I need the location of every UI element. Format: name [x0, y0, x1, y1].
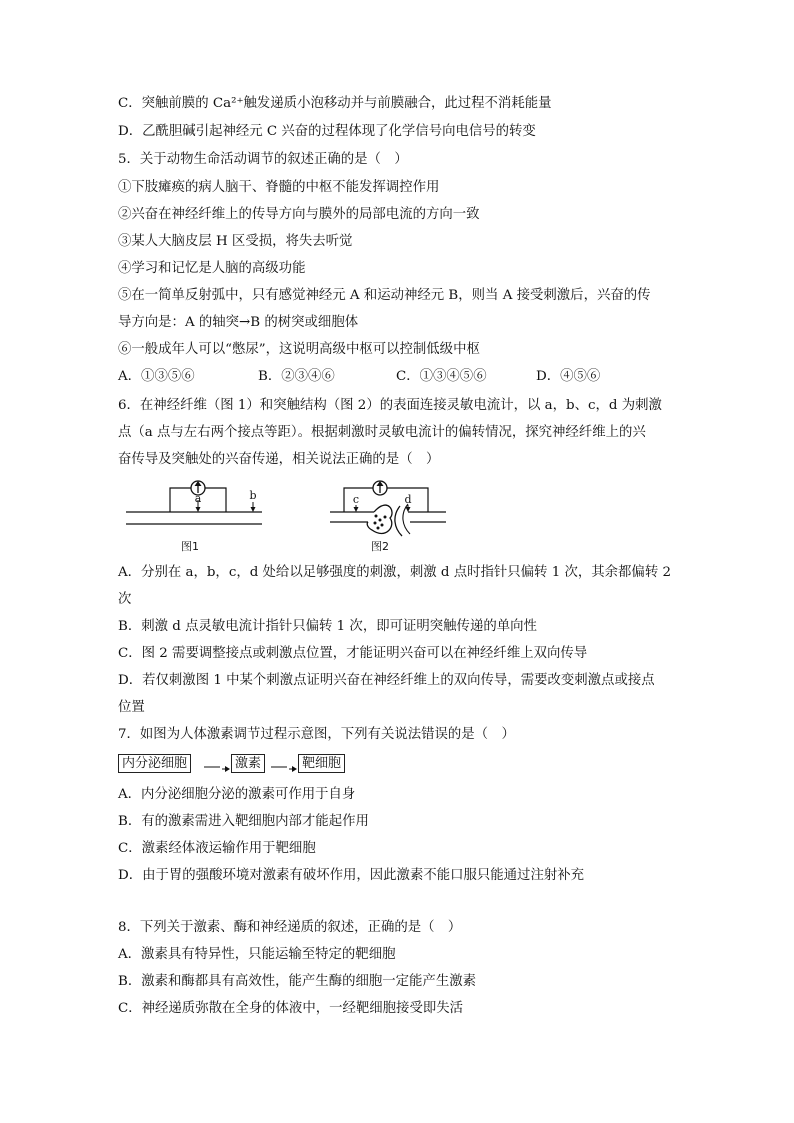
- q5-statement-4: ④学习和记忆是人脑的高级功能: [118, 261, 306, 276]
- q5-stem: 5．关于动物生命活动调节的叙述正确的是（ ）: [118, 152, 408, 167]
- q6-option-a-2: 次: [118, 592, 132, 607]
- fig1-point-a: a: [194, 492, 202, 505]
- q5-statement-1: ①下肢瘫痪的病人脑干、脊髓的中枢不能发挥调控作用: [118, 180, 440, 195]
- fig2-point-d: d: [404, 493, 412, 506]
- hormone-flow-diagram: [118, 754, 358, 776]
- q5-option-c: C．①③④⑤⑥: [396, 369, 487, 384]
- q7-option-a: A．内分泌细胞分泌的激素可作用于自身: [118, 787, 356, 802]
- q5-statement-3: ③某人大脑皮层 H 区受损，将失去听觉: [118, 234, 353, 249]
- flow-box-endocrine-cell: 内分泌细胞: [118, 754, 191, 773]
- q6-option-d-1: D．若仅刺激图 1 中某个刺激点证明兴奋在神经纤维上的双向传导，需要改变刺激点或接点: [118, 673, 655, 688]
- q6-option-a-1: A．分别在 a，b，c，d 处给以足够强度的刺激，刺激 d 点时指针只偏转 1 次，其余都偏转 2: [118, 565, 671, 580]
- arrow-right-icon: [202, 754, 232, 774]
- q7-stem: 7．如图为人体激素调节过程示意图，下列有关说法错误的是（ ）: [118, 727, 515, 742]
- fig1-caption: 图1: [181, 540, 199, 553]
- fig2-point-c: c: [352, 493, 360, 506]
- q7-option-c: C．激素经体液运输作用于靶细胞: [118, 841, 316, 856]
- q8-option-a: A．激素具有特异性，只能运输至特定的靶细胞: [118, 947, 396, 962]
- q6-option-b: B．刺激 d 点灵敏电流计指针只偏转 1 次，即可证明突触传递的单向性: [118, 619, 537, 634]
- fig2-caption: 图2: [371, 540, 389, 553]
- q6-option-d-2: 位置: [118, 700, 145, 715]
- q7-option-b: B．有的激素需进入靶细胞内部才能起作用: [118, 814, 369, 829]
- q6-stem-1: 6．在神经纤维（图 1）和突触结构（图 2）的表面连接灵敏电流计，以 a，b、c，d 为刺激: [118, 398, 662, 413]
- flow-box-hormone: 激素: [231, 754, 265, 773]
- q8-option-c: C．神经递质弥散在全身的体液中，一经靶细胞接受即失活: [118, 1001, 464, 1016]
- figure-1-nerve-fiber: [118, 478, 268, 556]
- q4-option-d: D．乙酰胆碱引起神经元 C 兴奋的过程体现了化学信号向电信号的转变: [118, 124, 536, 139]
- fig1-point-b: b: [249, 489, 257, 502]
- q5-option-b: B．②③④⑥: [258, 369, 335, 384]
- q5-statement-5b: 导方向是：A 的轴突→B 的树突或细胞体: [118, 315, 359, 330]
- q6-stem-2: 点（a 点与左右两个接点等距）。根据刺激时灵敏电流计的偏转情况，探究神经纤维上的兴: [118, 425, 646, 440]
- q4-option-c: C．突触前膜的 Ca²⁺触发递质小泡移动并与前膜融合，此过程不消耗能量: [118, 96, 552, 111]
- q5-statement-5a: ⑤在一简单反射弧中，只有感觉神经元 A 和运动神经元 B，则当 A 接受刺激后，兴奋的传: [118, 288, 651, 303]
- q7-option-d: D．由于胃的强酸环境对激素有破坏作用，因此激素不能口服只能通过注射补充: [118, 868, 585, 883]
- q5-statement-2: ②兴奋在神经纤维上的传导方向与膜外的局部电流的方向一致: [118, 207, 480, 222]
- q6-stem-3: 奋传导及突触处的兴奋传递，相关说法正确的是（ ）: [118, 452, 440, 467]
- q5-option-a: A．①③⑤⑥: [118, 369, 195, 384]
- arrow-right-icon: [269, 754, 299, 774]
- q5-option-d: D．④⑤⑥: [536, 369, 601, 384]
- q8-option-b: B．激素和酶都具有高效性，能产生酶的细胞一定能产生激素: [118, 974, 476, 989]
- q6-option-c: C．图 2 需要调整接点或刺激点位置，才能证明兴奋可以在神经纤维上双向传导: [118, 646, 588, 661]
- q8-stem: 8．下列关于激素、酶和神经递质的叙述，正确的是（ ）: [118, 920, 462, 935]
- q5-options: [118, 368, 678, 388]
- figure-2-synapse: [322, 476, 450, 556]
- q5-statement-6: ⑥一般成年人可以“憋尿”，这说明高级中枢可以控制低级中枢: [118, 342, 480, 357]
- flow-box-target-cell: 靶细胞: [298, 754, 345, 773]
